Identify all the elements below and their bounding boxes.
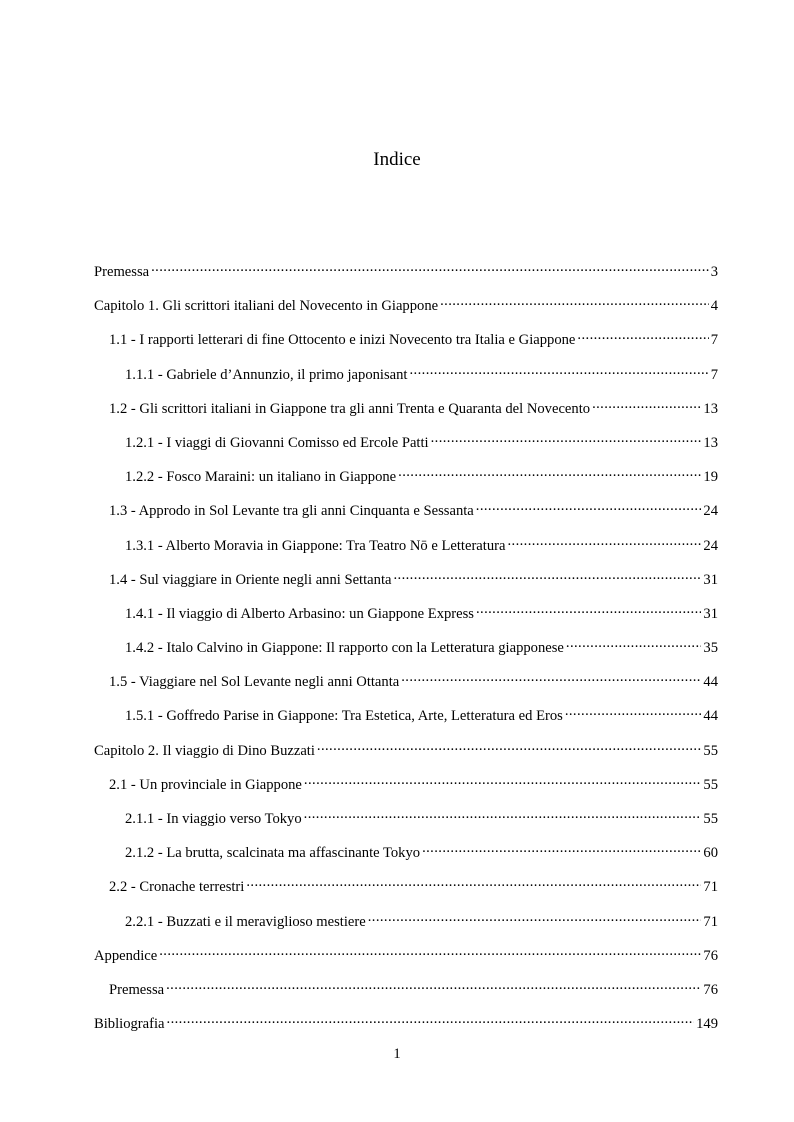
- toc-entry-label: Premessa: [109, 981, 165, 998]
- toc-entry-label: Appendice: [94, 947, 158, 964]
- toc-entry[interactable]: [94, 739, 718, 773]
- toc-entry[interactable]: [94, 944, 718, 978]
- toc-leader-dots: [507, 536, 701, 550]
- toc-entry[interactable]: [94, 499, 718, 533]
- table-of-contents: [94, 260, 718, 1046]
- toc-entry-label: Premessa: [94, 264, 150, 280]
- toc-leader-dots: [592, 399, 701, 413]
- toc-entry[interactable]: [94, 704, 718, 738]
- toc-entry-label: 1.2.1 - I viaggi di Giovanni Comisso ed Ercole Patti: [125, 434, 429, 451]
- toc-leader-dots: [566, 638, 702, 652]
- toc-entry[interactable]: [94, 294, 718, 328]
- toc-entry-label: Bibliografia: [94, 1016, 165, 1033]
- toc-entry[interactable]: [94, 670, 718, 704]
- toc-entry-page: 149: [696, 1016, 718, 1033]
- toc-entry[interactable]: [94, 568, 718, 602]
- toc-leader-dots: [440, 296, 709, 310]
- toc-entry-page: 44: [703, 674, 718, 691]
- toc-leader-dots: [304, 809, 702, 823]
- toc-entry-label: Capitolo 2. Il viaggio di Dino Buzzati: [94, 742, 315, 759]
- toc-entry-label: 2.1 - Un provinciale in Giappone: [109, 776, 302, 793]
- toc-entry-page: 76: [703, 947, 718, 964]
- toc-entry[interactable]: [94, 260, 718, 294]
- toc-entry-page: 3: [710, 264, 718, 280]
- toc-leader-dots: [431, 433, 702, 447]
- toc-leader-dots: [393, 570, 701, 584]
- toc-entry[interactable]: [94, 807, 718, 841]
- toc-entry-label: 1.4.1 - Il viaggio di Alberto Arbasino: un Giappone Express: [125, 605, 474, 622]
- toc-leader-dots: [304, 775, 701, 789]
- toc-entry-page: 60: [703, 845, 718, 862]
- toc-leader-dots: [476, 604, 701, 618]
- toc-entry[interactable]: [94, 1012, 718, 1046]
- toc-entry-label: 1.5.1 - Goffredo Parise in Giappone: Tra Estetica, Arte, Letteratura ed Eros: [125, 708, 563, 725]
- toc-entry-label: 2.1.2 - La brutta, scalcinata ma affascinante Tokyo: [125, 845, 421, 862]
- toc-leader-dots: [577, 330, 708, 344]
- toc-entry[interactable]: [94, 534, 718, 568]
- toc-entry-page: 76: [703, 981, 718, 998]
- toc-entry-label: 2.1.1 - In viaggio verso Tokyo: [125, 811, 302, 827]
- toc-leader-dots: [410, 365, 709, 379]
- toc-entry-page: 71: [703, 913, 718, 930]
- toc-leader-dots: [565, 706, 702, 720]
- toc-leader-dots: [398, 467, 701, 481]
- toc-entry-page: 44: [703, 708, 718, 725]
- toc-entry[interactable]: [94, 910, 718, 944]
- toc-entry-label: 1.2.2 - Fosco Maraini: un italiano in Giappone: [125, 469, 397, 486]
- toc-leader-dots: [167, 1014, 695, 1028]
- toc-leader-dots: [476, 501, 702, 515]
- toc-entry[interactable]: [94, 875, 718, 909]
- toc-entry-page: 55: [703, 811, 718, 827]
- toc-leader-dots: [151, 262, 709, 276]
- toc-entry[interactable]: [94, 773, 718, 807]
- toc-entry-page: 4: [710, 298, 718, 315]
- toc-entry[interactable]: [94, 363, 718, 397]
- toc-leader-dots: [317, 741, 702, 755]
- toc-leader-dots: [368, 912, 702, 926]
- toc-leader-dots: [422, 843, 701, 857]
- toc-entry-page: 31: [703, 605, 718, 622]
- toc-entry[interactable]: [94, 431, 718, 465]
- toc-entry[interactable]: [94, 328, 718, 362]
- toc-entry-label: 1.4 - Sul viaggiare in Oriente negli anni Settanta: [109, 571, 392, 588]
- toc-entry-page: 7: [710, 332, 718, 349]
- toc-entry-page: 71: [703, 879, 718, 896]
- toc-leader-dots: [246, 877, 701, 891]
- toc-entry-label: 2.2.1 - Buzzati e il meraviglioso mestiere: [125, 913, 366, 930]
- toc-leader-dots: [401, 672, 701, 686]
- toc-entry-page: 31: [703, 571, 718, 588]
- toc-entry-label: 1.5 - Viaggiare nel Sol Levante negli anni Ottanta: [109, 674, 400, 691]
- toc-entry-page: 19: [703, 469, 718, 486]
- toc-entry[interactable]: [94, 465, 718, 499]
- toc-entry-label: Capitolo 1. Gli scrittori italiani del Novecento in Giappone: [94, 298, 439, 315]
- page-number: 1: [393, 1046, 401, 1062]
- toc-entry-label: 1.3 - Approdo in Sol Levante tra gli anni Cinquanta e Sessanta: [109, 503, 474, 520]
- toc-entry-page: 24: [703, 503, 718, 520]
- page-title: Indice: [373, 149, 421, 170]
- toc-entry[interactable]: [94, 602, 718, 636]
- toc-leader-dots: [166, 980, 701, 994]
- toc-entry-page: 13: [703, 400, 718, 417]
- toc-entry-page: 55: [703, 776, 718, 793]
- toc-entry[interactable]: [94, 841, 718, 875]
- toc-entry-page: 35: [703, 640, 718, 657]
- toc-entry[interactable]: [94, 636, 718, 670]
- toc-leader-dots: [159, 946, 701, 960]
- toc-entry[interactable]: [94, 978, 718, 1012]
- toc-entry-page: 55: [703, 742, 718, 759]
- toc-entry-label: 1.4.2 - Italo Calvino in Giappone: Il rapporto con la Letteratura giapponese: [125, 640, 564, 657]
- toc-entry-label: 1.1.1 - Gabriele d’Annunzio, il primo japonisant: [125, 366, 408, 383]
- toc-entry-page: 13: [703, 434, 718, 451]
- toc-entry-label: 2.2 - Cronache terrestri: [109, 879, 245, 896]
- toc-entry-page: 7: [710, 366, 718, 383]
- toc-entry-label: 1.1 - I rapporti letterari di fine Ottocento e inizi Novecento tra Italia e Giappone: [109, 332, 576, 349]
- toc-entry-label: 1.2 - Gli scrittori italiani in Giappone tra gli anni Trenta e Quaranta del Novecento: [109, 400, 591, 417]
- toc-entry-page: 24: [703, 537, 718, 554]
- toc-entry[interactable]: [94, 397, 718, 431]
- toc-entry-label: 1.3.1 - Alberto Moravia in Giappone: Tra Teatro Nō e Letteratura: [125, 537, 506, 554]
